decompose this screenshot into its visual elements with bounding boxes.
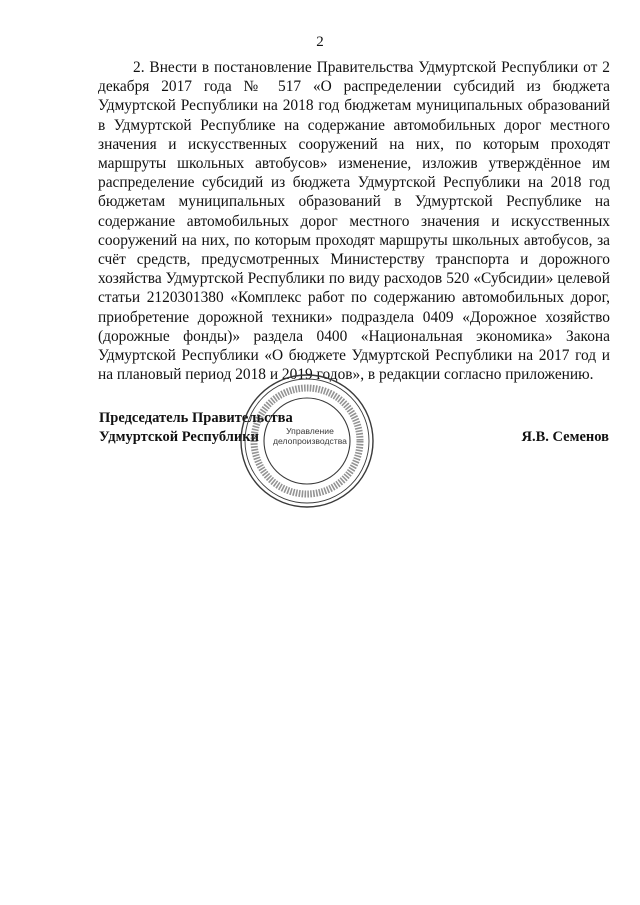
signatory-title-line-2: Удмуртской Республики <box>99 429 259 445</box>
page-number: 2 <box>316 34 324 50</box>
stamp-center-line-1: Управление <box>286 426 334 436</box>
official-stamp <box>238 372 376 510</box>
signatory-title-line-1: Председатель Правительства <box>99 410 293 426</box>
stamp-center-line-2: делопроизводства <box>273 436 347 446</box>
body-paragraph: 2. Внести в постановление Правительства Удмуртской Республики от 2 декабря 2017 года № 517 «О распределении субсидий из бюджета Удмуртской Республики на 2018 год бюджетам муниципальных образований в Удмуртской Республике на содержание автомобильных дорог местного значения и искусственных сооружений на них, по которым проходят маршруты школьных автобусов» изменение, изложив утверждённое им распределение субсидий из бюджета Удмуртской Республики на 2018 год бюджетам муниципальных образований в Удмуртской Республике на содержание автомобильных дорог местного значения и искусственных сооружений на них, по которым проходят маршруты школьных автобусов, за счёт средств, предусмотренных Министерству транспорта и дорожного хозяйства Удмуртской Республики по виду расходов 520 «Субсидии» целевой статьи 2120301380 «Комплекс работ по содержанию автомобильных дорог, приобретение дорожной техники» подраздела 0409 «Дорожное хозяйство (дорожные фонды)» раздела 0400 «Национальная экономика» Закона Удмуртской Республики «О бюджете Удмуртской Республики на 2017 год и на плановый период 2018 и 2019 годов», в редакции согласно приложению. <box>98 59 610 384</box>
signatory-name: Я.В. Семенов <box>521 429 609 445</box>
